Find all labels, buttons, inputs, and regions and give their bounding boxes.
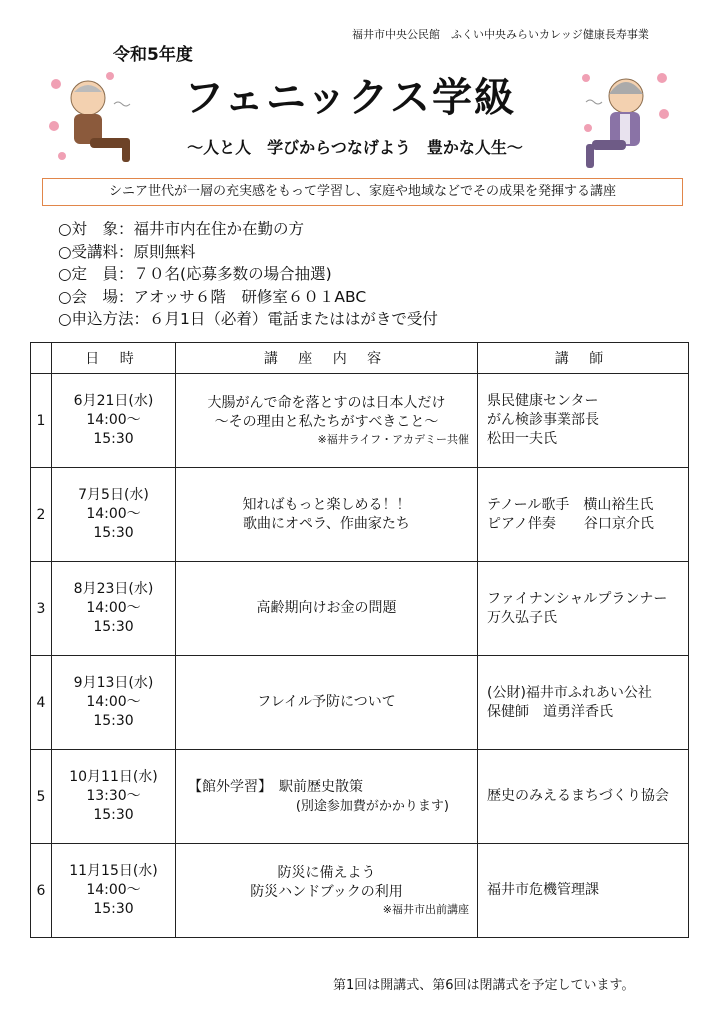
session-end: 15:30	[93, 431, 134, 447]
session-lecturer	[478, 468, 689, 562]
session-datetime	[52, 374, 176, 468]
content-line: 防災ハンドブックの利用	[250, 883, 403, 900]
content-line: ～その理由と私たちがすべきこと～	[214, 413, 439, 430]
lecturer-line: テノール歌手 横山裕生氏	[487, 496, 654, 513]
session-number: 2	[31, 468, 52, 562]
lecturer-line: 万久弘子氏	[487, 609, 557, 626]
table-row	[31, 374, 689, 468]
table-header-row	[31, 343, 689, 374]
session-number: 4	[31, 656, 52, 750]
session-content	[176, 844, 478, 938]
session-date: 10月11日(水)	[69, 769, 158, 785]
info-target: ○対 象：福井市内在住か在勤の方	[58, 220, 305, 238]
lecturer-line: ピアノ伴奏 谷口京介氏	[487, 515, 654, 532]
session-date: 9月13日(水)	[73, 675, 154, 691]
header-lecturer: 講 師	[478, 343, 689, 374]
session-start: 14:00～	[86, 882, 141, 898]
lecturer-line: 保健師 道勇洋香氏	[487, 703, 613, 720]
session-start: 13:30～	[86, 788, 141, 804]
session-date: 11月15日(水)	[69, 863, 158, 879]
session-datetime	[52, 562, 176, 656]
course-description-banner: シニア世代が一層の充実感をもって学習し、家庭や地域などでその成果を発揮する講座	[42, 178, 683, 206]
session-lecturer	[478, 656, 689, 750]
session-lecturer	[478, 750, 689, 844]
content-line: (別途参加費がかかります)	[295, 798, 449, 814]
content-line: 知ればもっと楽しめる！！	[242, 496, 411, 513]
lecturer-line: 松田一夫氏	[487, 431, 557, 447]
lecturer-line: (公財)福井市ふれあい公社	[487, 684, 652, 701]
header-num	[31, 343, 52, 374]
table-row	[31, 656, 689, 750]
session-content	[176, 468, 478, 562]
session-datetime	[52, 656, 176, 750]
table-row	[31, 562, 689, 656]
session-content	[176, 656, 478, 750]
session-number: 3	[31, 562, 52, 656]
header-datetime: 日 時	[52, 343, 176, 374]
elderly-woman-illustration	[580, 64, 670, 174]
table-row	[31, 844, 689, 938]
content-line: 【館外学習】 駅前歴史散策	[188, 778, 363, 795]
session-end: 15:30	[93, 619, 134, 635]
session-start: 14:00～	[86, 600, 141, 616]
content-line: フレイル予防について	[257, 694, 396, 710]
info-fee: ○受講料：原則無料	[58, 242, 196, 261]
session-end: 15:30	[93, 901, 134, 917]
info-venue: ○会 場：アオッサ６階 研修室６０１ABC	[58, 287, 367, 306]
session-end: 15:30	[93, 525, 134, 541]
session-date: 7月5日(水)	[78, 487, 149, 503]
session-lecturer	[478, 562, 689, 656]
session-lecturer	[478, 844, 689, 938]
session-number: 6	[31, 844, 52, 938]
content-note: ※福井ライフ・アカデミー共催	[317, 432, 469, 446]
lecturer-line: 県民健康センター	[487, 393, 599, 409]
page-title: フェニックス学級	[184, 75, 516, 121]
course-info-list	[58, 218, 438, 331]
session-content	[176, 562, 478, 656]
table-row	[31, 750, 689, 844]
session-end: 15:30	[93, 807, 134, 823]
session-start: 14:00～	[86, 694, 141, 710]
schedule-table	[30, 342, 689, 938]
organizer-line: 福井市中央公民館 ふくい中央みらいカレッジ健康長寿事業	[352, 28, 649, 41]
session-datetime	[52, 750, 176, 844]
session-datetime	[52, 468, 176, 562]
content-line: 防災に備えよう	[277, 864, 376, 881]
info-capacity: ○定 員：７０名(応募多数の場合抽選)	[58, 265, 332, 283]
lecturer-line: がん検診事業部長	[487, 412, 599, 428]
content-line: 大腸がんで命を落とすのは日本人だけ	[207, 394, 446, 411]
subtitle: ～人と人 学びからつなげよう 豊かな人生～	[187, 138, 523, 157]
session-lecturer	[478, 374, 689, 468]
lecturer-line: ファイナンシャルプランナー	[487, 590, 668, 607]
footer-note: 第1回は開講式、第6回は閉講式を予定しています。	[333, 978, 635, 993]
lecturer-line: 歴史のみえるまちづくり協会	[487, 788, 669, 804]
info-application: ○申込方法：６月1日（必着）電話またははがきで受付	[58, 310, 438, 328]
session-end: 15:30	[93, 713, 134, 729]
content-line: 歌曲にオペラ、作曲家たち	[243, 515, 410, 532]
session-date: 8月23日(水)	[73, 581, 154, 597]
session-datetime	[52, 844, 176, 938]
lecturer-line: 福井市危機管理課	[487, 882, 599, 898]
session-number: 1	[31, 374, 52, 468]
session-content	[176, 750, 478, 844]
content-note: ※福井市出前講座	[382, 902, 469, 916]
session-date: 6月21日(水)	[73, 393, 154, 409]
content-line: 高齢期向けお金の問題	[256, 600, 397, 616]
elderly-man-illustration	[48, 68, 138, 168]
session-start: 14:00～	[86, 506, 141, 522]
session-number: 5	[31, 750, 52, 844]
fiscal-year: 令和5年度	[113, 45, 193, 65]
header-content: 講 座 内 容	[176, 343, 478, 374]
session-content	[176, 374, 478, 468]
table-row	[31, 468, 689, 562]
session-start: 14:00～	[86, 412, 141, 428]
